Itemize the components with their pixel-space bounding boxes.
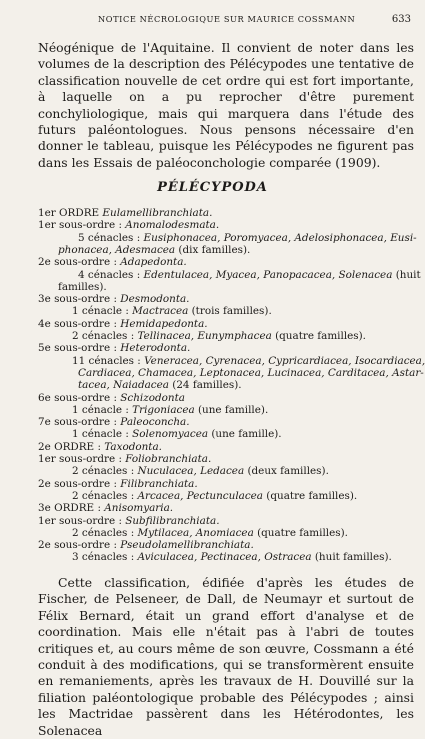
classification-line — [72, 428, 282, 440]
taxon-name: Arcacea, Pectunculacea — [137, 489, 263, 502]
taxon-name: Tellinacea, Eunymphacea — [137, 330, 272, 342]
classification-label: 11 cénacles : — [72, 354, 145, 367]
classification-line — [38, 539, 254, 551]
classification-line — [38, 256, 187, 268]
classification-line — [72, 404, 268, 416]
taxon-name: Aviculacea, Pectinacea, Ostracea — [137, 551, 312, 564]
taxon-name: Anomalodesmata. — [125, 219, 220, 232]
classification-line — [72, 305, 272, 317]
classification-label: 2 cénacles : — [72, 465, 138, 478]
classification-line — [38, 515, 220, 527]
classification-line — [38, 441, 162, 453]
classification-label: 1er ORDRE — [38, 207, 103, 219]
classification-line — [38, 207, 212, 219]
classification-label: 4e sous-ordre : — [38, 317, 121, 330]
family-count: (une famille). — [208, 428, 282, 441]
running-title: NOTICE NÉCROLOGIQUE SUR MAURICE COSSMANN — [98, 14, 356, 24]
classification-label: 1 cénacle : — [72, 428, 133, 441]
classification-label: 2e sous-ordre : — [38, 256, 121, 269]
taxon-name: Edentulacea, Myacea, Panopacacea, Solenacea — [143, 268, 393, 281]
family-count: (quatre familles). — [263, 489, 358, 502]
taxon-name: Subfilibranchiata. — [125, 514, 220, 527]
classification-label: 1er sous-ordre : — [38, 453, 126, 465]
classification-label: 2e sous-ordre : — [38, 539, 121, 552]
taxon-name: Pseudolamellibranchiata. — [120, 539, 254, 552]
classification-line — [38, 416, 190, 428]
classification-line — [72, 527, 348, 539]
closing-paragraph: Cette classification, édifiée d'après les études de Fischer, de Pelseneer, de Dall, de Neumayr et surtout de Félix Bernard, était un grand effort d'analyse et de coordination. Mais elle n'était pas à l'abri de toutes critiques et, au cours même de son œuvre, Cossmann a été conduit à des modifications, qui se transformèrent ensuite en remaniements, après les travaux de H. Douvillé sur la filiation paléontologique probable des Pélécypodes ; ainsi les Mactridae passèrent dans les Hétérodontes, les Solenacea — [38, 575, 414, 738]
classification-label: 1 cénacle : — [72, 403, 133, 416]
page-number: 633 — [391, 14, 411, 25]
family-count: (24 familles). — [168, 379, 242, 392]
classification-label: 2e sous-ordre : — [38, 477, 121, 490]
classification-line — [72, 465, 329, 477]
classification-label: 1er sous-ordre : — [38, 514, 126, 527]
intro-paragraph: Néogénique de l'Aquitaine. Il convient de noter dans les volumes de la description des Pélécypodes une tentative de classification nouvelle de cet ordre qui est fort importante, à laquelle on a pu reprocher d'être purement conchyliologique, mais qui marquera dans l'étude des futurs paléontologues. Nous pensons nécessaire d'en donner le tableau, puisque les Pélécypodes ne figurent pas dans les Essais de paléoconchologie comparée (1909). — [38, 40, 414, 170]
taxon-name: Taxodonta. — [104, 440, 162, 453]
classification-label: 4 cénacles : — [78, 268, 144, 281]
family-count: (huit familles). — [311, 551, 392, 564]
classification-label: 5e sous-ordre : — [38, 342, 121, 355]
classification-label: 2 cénacles : — [72, 489, 138, 502]
family-count: (deux familles). — [244, 465, 329, 478]
classification-line — [38, 502, 173, 514]
classification-label: 2e ORDRE : — [38, 440, 105, 453]
family-count: (quatre familles). — [271, 330, 366, 342]
classification-line — [72, 355, 425, 367]
classification-label: 1er sous-ordre : — [38, 219, 126, 232]
taxon-name: Schizodonta — [120, 391, 185, 404]
taxon-name: Veneracea, Cyrenacea, Cypricardiacea, Isocardiacea, — [144, 354, 425, 367]
taxon-name: Desmodonta. — [120, 293, 190, 306]
classification-line — [72, 330, 366, 342]
taxon-name: Eusiphonacea, Poromyacea, Adelosiphonacea, Eusi- — [143, 231, 417, 244]
classification-label: 1 cénacle : — [72, 305, 133, 318]
family-count: (une famille). — [194, 403, 269, 416]
taxon-name: Filibranchiata. — [120, 477, 198, 490]
taxon-name: Mytilacea, Anomiacea — [137, 526, 254, 539]
classification-line — [72, 490, 357, 502]
classification-line — [38, 219, 219, 231]
taxon-name: Cardiacea, Chamacea, Leptonacea, Lucinacea, Carditacea, Astar- — [78, 366, 424, 379]
taxon-name: phonacea, Adesmacea — [58, 243, 176, 256]
taxon-name: Paleoconcha. — [120, 416, 190, 429]
classification-line — [78, 379, 242, 391]
classification-line — [78, 367, 424, 379]
family-count: (quatre familles). — [253, 526, 348, 539]
taxon-name: Anisomyaria. — [104, 502, 174, 515]
classification-line — [58, 244, 250, 256]
section-title: PÉLÉCYPODA — [157, 180, 268, 195]
classification-line — [72, 551, 392, 563]
running-header — [38, 14, 411, 28]
taxon-name: Solenomyacea — [132, 428, 209, 441]
classification-label: 5 cénacles : — [78, 231, 144, 244]
classification-line — [38, 342, 190, 354]
taxon-name: Trigoniacea — [132, 403, 195, 416]
classification-label: 2 cénacles : — [72, 526, 138, 539]
family-count: (dix familles). — [175, 243, 251, 256]
classification-label: 3e ORDRE : — [38, 502, 105, 515]
classification-line — [78, 232, 417, 244]
classification-label: 2 cénacles : — [72, 330, 138, 342]
classification-line — [38, 478, 198, 490]
taxon-name: Nuculacea, Ledacea — [137, 465, 245, 478]
classification-line — [38, 392, 185, 404]
taxon-name: Heterodonta. — [120, 342, 191, 355]
classification-line — [38, 293, 190, 305]
taxon-name: tacea, Naiadacea — [78, 379, 169, 392]
taxon-name: Eulamellibranchiata. — [102, 207, 213, 219]
family-count: familles). — [58, 280, 107, 293]
taxon-name: Hemidapedonta. — [120, 317, 208, 330]
taxon-name: Foliobranchiata. — [125, 453, 212, 465]
family-count: (trois familles). — [188, 305, 272, 318]
classification-line — [58, 281, 107, 293]
taxon-name: Adapedonta. — [120, 256, 187, 269]
family-count: (huit — [392, 268, 421, 281]
taxon-name: Mactracea — [132, 305, 189, 318]
classification-line — [38, 318, 208, 330]
classification-line — [38, 453, 211, 465]
classification-label: 6e sous-ordre : — [38, 391, 121, 404]
classification-label: 3 cénacles : — [72, 551, 138, 564]
classification-label: 3e sous-ordre : — [38, 293, 121, 306]
classification-line — [78, 269, 421, 281]
classification-label: 7e sous-ordre : — [38, 416, 121, 429]
